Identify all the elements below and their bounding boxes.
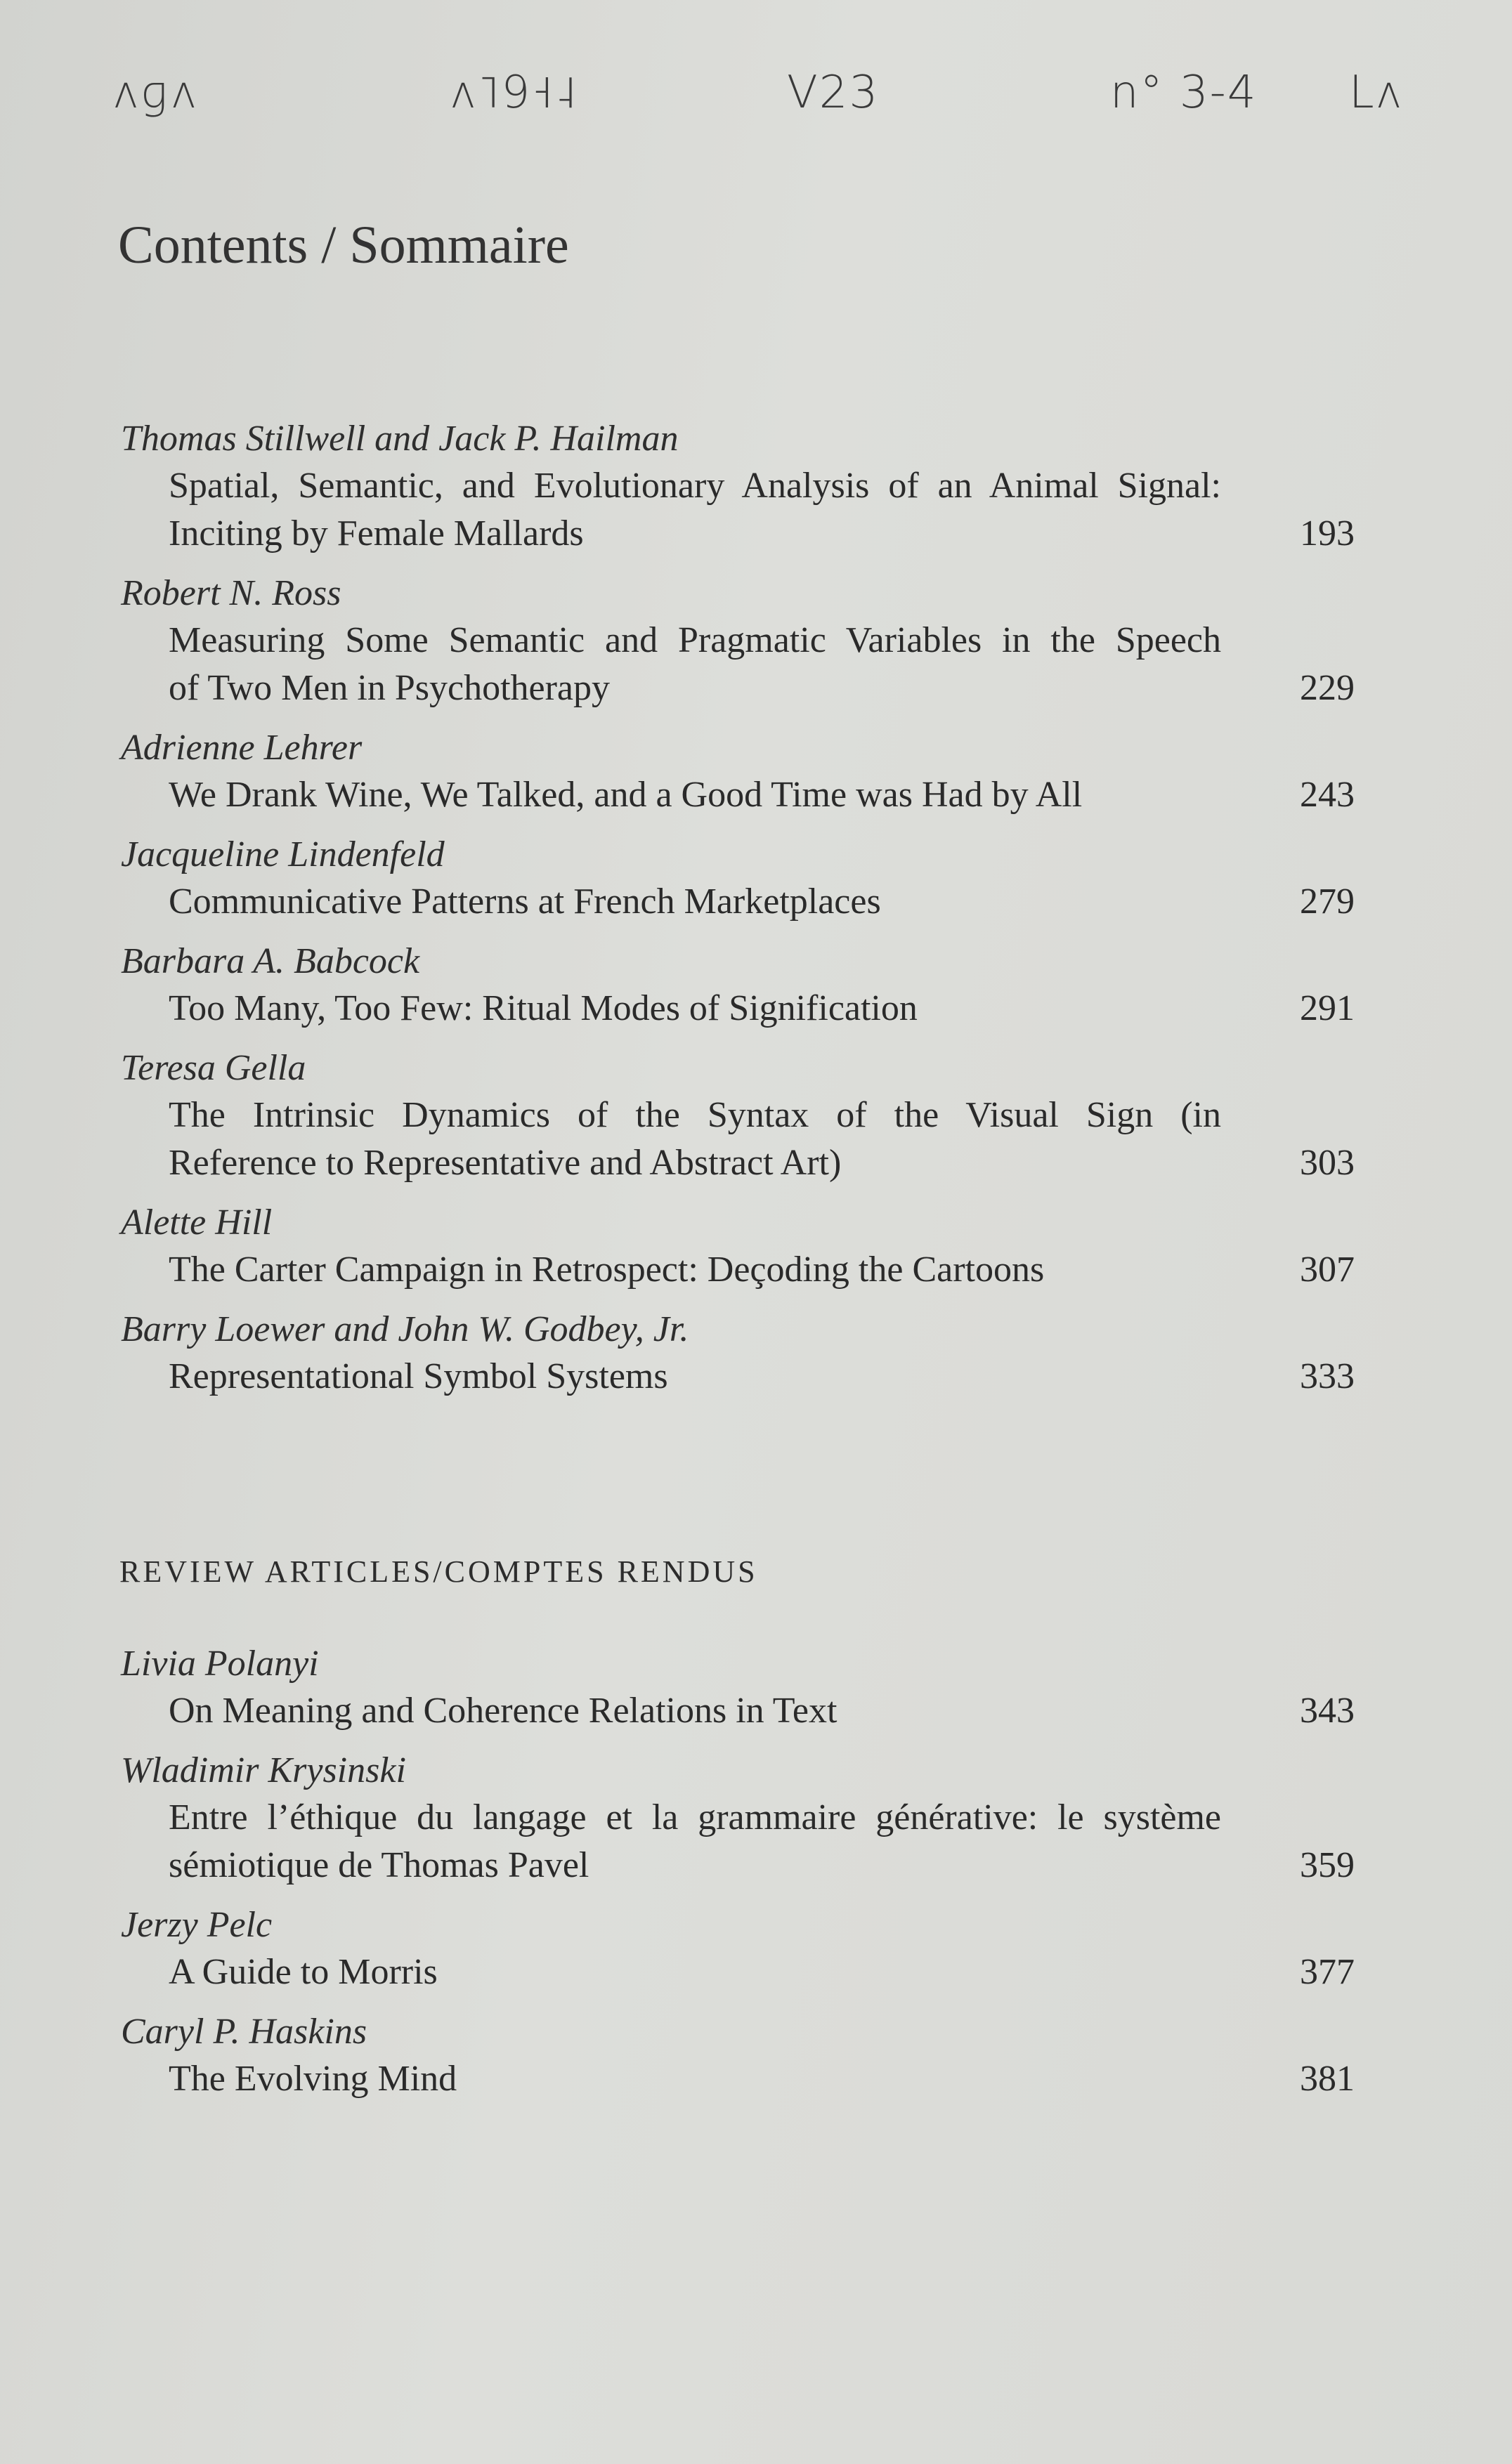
- entry-page-number: 343: [1300, 1691, 1355, 1731]
- entry-author: Alette Hill: [121, 1202, 273, 1243]
- handwritten-note: ʌ˥9˧˨: [450, 67, 579, 119]
- toc-entry: [118, 832, 1355, 926]
- entry-author: Wladimir Krysinski: [121, 1750, 406, 1790]
- entry-title-line: Reference to Representative and Abstract Art): [169, 1143, 842, 1183]
- entry-title-line: Measuring Some Semantic and Pragmatic Variables in the Speech: [169, 620, 1221, 660]
- entry-title: [118, 617, 1355, 712]
- reviews-list: [118, 1641, 1355, 2116]
- entry-title: [118, 1353, 1355, 1401]
- articles-list: [118, 416, 1355, 1413]
- toc-entry: [118, 1902, 1355, 1996]
- entry-title: [118, 1948, 1355, 1996]
- handwritten-note: ʌɡʌ: [112, 67, 199, 119]
- entry-author: Teresa Gella: [121, 1048, 306, 1088]
- toc-entry: [118, 1748, 1355, 1889]
- entry-page-number: 291: [1300, 988, 1355, 1028]
- toc-entry: [118, 416, 1355, 558]
- handwritten-note: n° 3-4: [1110, 67, 1258, 119]
- entry-author: Robert N. Ross: [121, 573, 341, 613]
- toc-entry: [118, 725, 1355, 819]
- entry-page-number: 307: [1300, 1250, 1355, 1290]
- entry-author: Livia Polanyi: [121, 1644, 319, 1684]
- entry-page-number: 377: [1300, 1952, 1355, 1992]
- toc-entry: [118, 1641, 1355, 1735]
- entry-title: [118, 1092, 1355, 1187]
- handwritten-note: Lʌ: [1349, 67, 1404, 119]
- entry-page-number: 193: [1300, 513, 1355, 553]
- entry-title-line: Communicative Patterns at French Marketplaces: [169, 882, 881, 922]
- toc-entry: [118, 2009, 1355, 2103]
- entry-page-number: 359: [1300, 1845, 1355, 1885]
- entry-title-line: A Guide to Morris: [169, 1952, 438, 1992]
- toc-entry: [118, 570, 1355, 712]
- entry-title: [118, 2055, 1355, 2103]
- entry-title: [118, 985, 1355, 1033]
- toc-entry: [118, 938, 1355, 1033]
- entry-page-number: 303: [1300, 1143, 1355, 1183]
- entry-title-line: We Drank Wine, We Talked, and a Good Time was Had by All: [169, 775, 1083, 815]
- entry-title-line: Spatial, Semantic, and Evolutionary Analysis of an Animal Signal:: [169, 466, 1221, 506]
- entry-page-number: 229: [1300, 668, 1355, 708]
- entry-page-number: 279: [1300, 882, 1355, 922]
- entry-title-line: The Intrinsic Dynamics of the Syntax of the Visual Sign (in: [169, 1095, 1221, 1135]
- entry-title-line: Inciting by Female Mallards: [169, 513, 584, 553]
- entry-title: [118, 462, 1355, 558]
- entry-title-line: The Carter Campaign in Retrospect: Deçoding the Cartoons: [169, 1250, 1045, 1290]
- page-title: Contents / Sommaire: [118, 215, 569, 275]
- toc-entry: [118, 1045, 1355, 1187]
- entry-title: [118, 1246, 1355, 1294]
- toc-entry: [118, 1306, 1355, 1401]
- entry-title-line: Entre l’éthique du langage et la grammaire générative: le système: [169, 1797, 1221, 1837]
- entry-title-line: Representational Symbol Systems: [169, 1356, 668, 1396]
- entry-page-number: 243: [1300, 775, 1355, 815]
- toc-entry: [118, 1200, 1355, 1294]
- entry-title-line: of Two Men in Psychotherapy: [169, 668, 610, 708]
- entry-author: Thomas Stillwell and Jack P. Hailman: [121, 419, 679, 459]
- entry-author: Caryl P. Haskins: [121, 2012, 367, 2052]
- entry-title-line: sémiotique de Thomas Pavel: [169, 1845, 589, 1885]
- entry-author: Jacqueline Lindenfeld: [121, 834, 445, 874]
- handwritten-note: V23: [787, 67, 880, 119]
- entry-title-line: On Meaning and Coherence Relations in Text: [169, 1691, 838, 1731]
- entry-author: Barry Loewer and John W. Godbey, Jr.: [121, 1309, 689, 1349]
- entry-author: Jerzy Pelc: [121, 1905, 273, 1945]
- entry-page-number: 381: [1300, 2059, 1355, 2099]
- entry-title-line: The Evolving Mind: [169, 2059, 457, 2099]
- entry-title: [118, 1687, 1355, 1735]
- entry-page-number: 333: [1300, 1356, 1355, 1396]
- entry-author: Adrienne Lehrer: [121, 728, 363, 768]
- entry-title: [118, 1794, 1355, 1889]
- entry-title: [118, 771, 1355, 819]
- entry-title-line: Too Many, Too Few: Ritual Modes of Signification: [169, 988, 918, 1028]
- entry-author: Barbara A. Babcock: [121, 941, 420, 981]
- entry-title: [118, 878, 1355, 926]
- review-section-heading: REVIEW ARTICLES/COMPTES RENDUS: [119, 1554, 758, 1589]
